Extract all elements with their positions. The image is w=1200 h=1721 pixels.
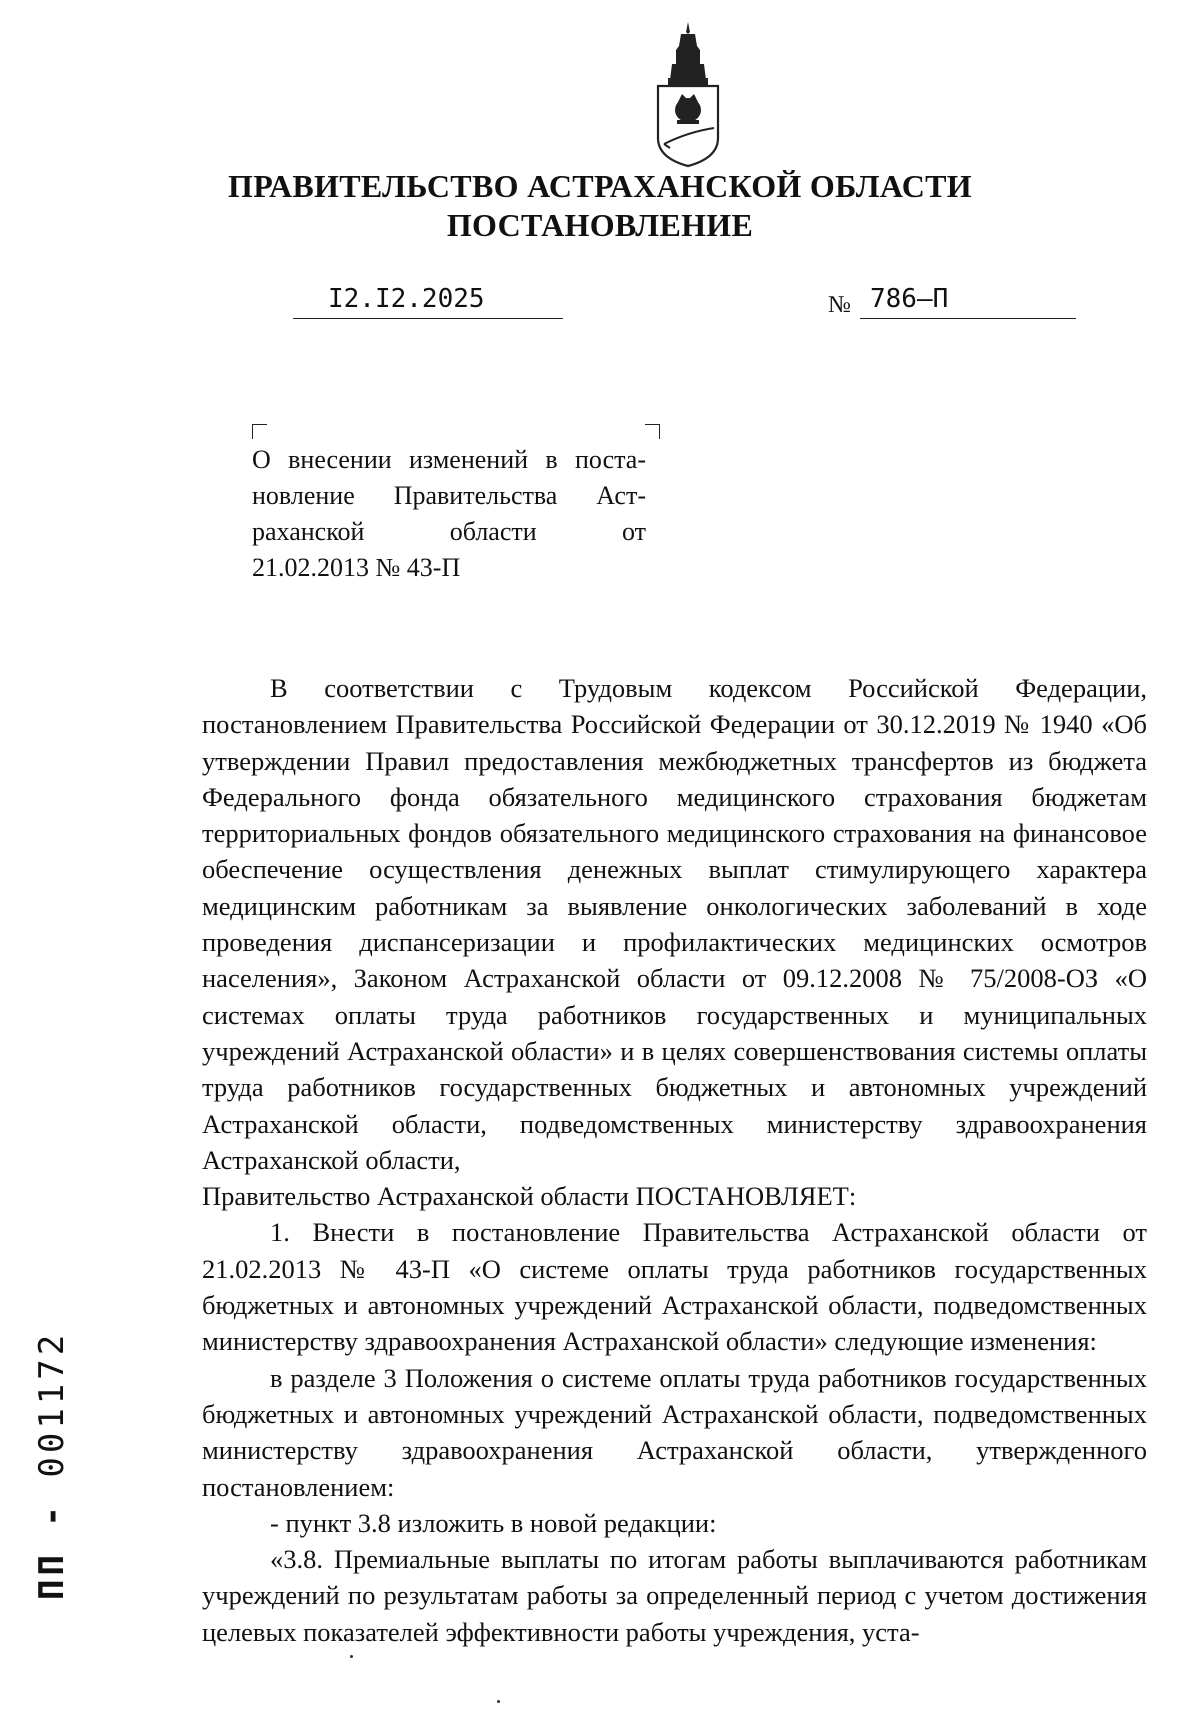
body-paragraph: В соответствии с Трудовым кодексом Российской Федерации, постановлением Правительства Российской Федерации от 30.12.2019 № 1940 «Об утверждении Правил предоставления межбюджетных трансфертов из бюджета Федерального фонда обязательного медицинского страхования бюджетам территориальных фондов обязательного медицинского страхования на финансовое обеспечение осуществления денежных выплат стимулирующего характера медицинским работникам за выявление онкологических заболеваний в ходе проведения диспансеризации и профилактических медицинских осмотров населения», Законом Астраханской области от 09.12.2008 № 75/2008-ОЗ «О системах оплаты труда работников государственных и муниципальных учреждений Астраханской области» и в целях совершенствования системы оплаты труда работников государственных бюджетных и автономных учреждений Астраханской области, подведомственных министерству здравоохранения Астраханской области, — [202, 673, 1147, 1175]
side-registration-code — [32, 1330, 72, 1600]
number-sign: № — [828, 292, 851, 318]
document-type: ПОСТАНОВЛЕНИЕ — [446, 207, 754, 243]
body-paragraph: Правительство Астраханской области ПОСТАНОВЛЯЕТ: — [202, 1181, 857, 1212]
document-subject — [252, 442, 646, 586]
subject-line: О внесении изменений в поста- — [252, 445, 646, 474]
side-code-serial: 001172 — [32, 1330, 72, 1478]
coat-of-arms-icon — [648, 20, 728, 168]
document-body — [202, 670, 1147, 1650]
scan-speck — [350, 1655, 353, 1658]
side-code-prefix: ПП - — [32, 1502, 72, 1600]
scan-speck — [497, 1700, 500, 1703]
document-authority: ПРАВИТЕЛЬСТВО АСТРАХАНСКОЙ ОБЛАСТИ — [228, 168, 972, 204]
body-paragraph: в разделе 3 Положения о системе оплаты труда работников государственных бюджетных и автономных учреждений Астраханской области, подведомственных министерству здравоохранения Астраханской области, утвержденного постановлением: — [202, 1362, 1147, 1502]
document-number: 786–П — [870, 284, 949, 314]
date-field — [293, 284, 563, 319]
subject-line: 21.02.2013 № 43-П — [252, 553, 461, 582]
body-paragraph: «3.8. Премиальные выплаты по итогам работы выплачиваются работникам учреждений по результатам работы за определенный период с учетом достижения целевых показателей эффективности работы учреждения, уста- — [202, 1544, 1147, 1647]
number-field — [860, 284, 1076, 319]
subject-corner-right — [645, 424, 660, 439]
subject-line: раханской области от — [252, 517, 646, 546]
subject-line: новление Правительства Аст- — [252, 481, 646, 510]
body-paragraph: - пункт 3.8 изложить в новой редакции: — [270, 1507, 717, 1538]
document-date: I2.I2.2025 — [328, 284, 485, 314]
body-paragraph: 1. Внести в постановление Правительства Астраханской области от 21.02.2013 № 43-П «О системе оплаты труда работников государственных бюджетных и автономных учреждений Астраханской области, подведомственных министерству здравоохранения Астраханской области» следующие изменения: — [202, 1217, 1147, 1357]
subject-corner-left — [252, 424, 267, 439]
